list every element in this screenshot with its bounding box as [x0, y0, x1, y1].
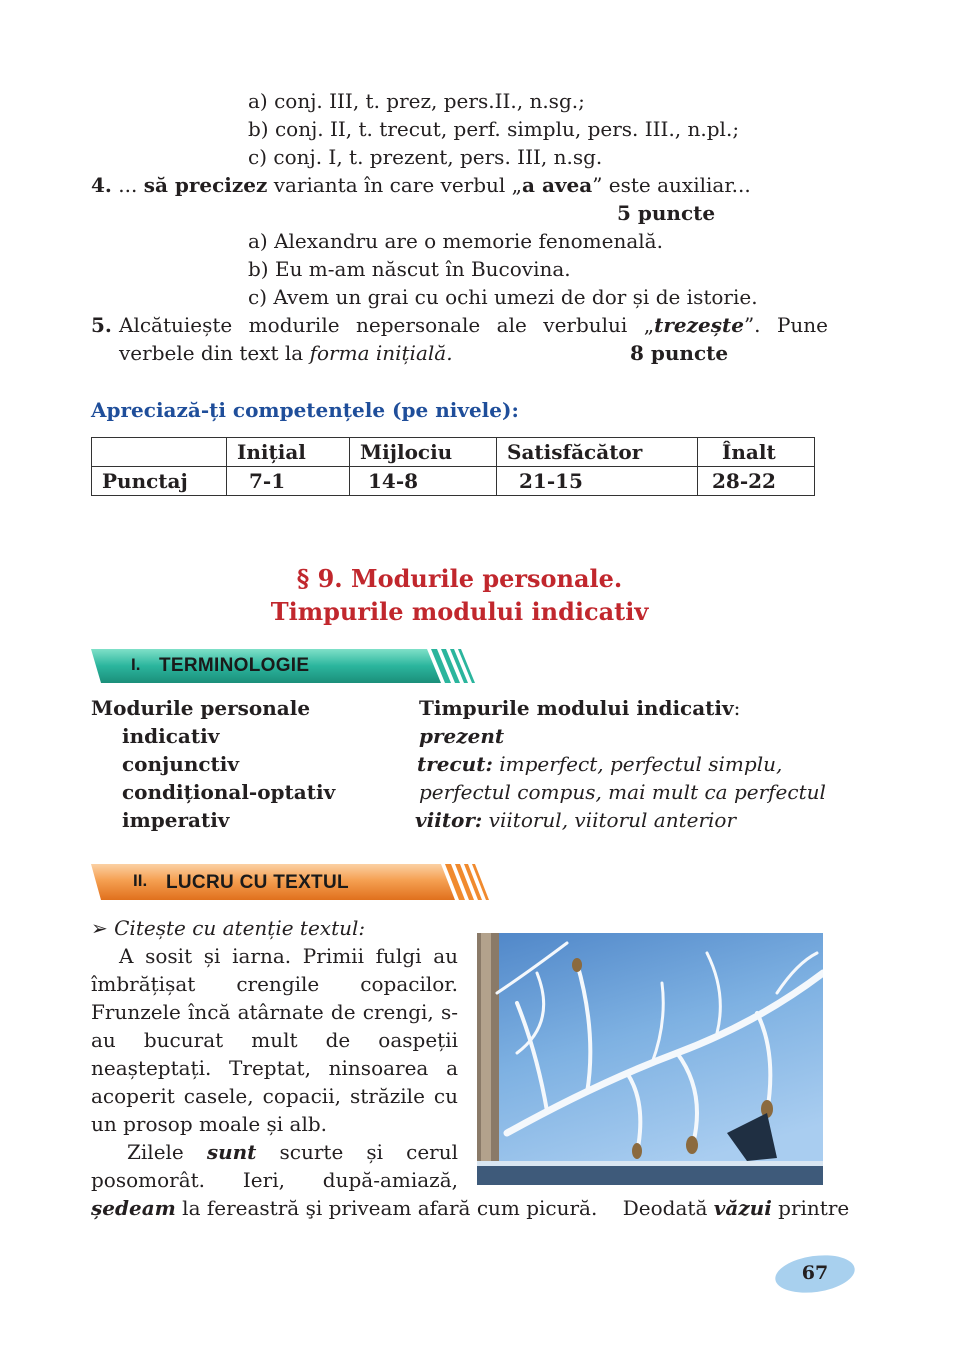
- q3-option-c: c) conj. I, t. prezent, pers. III, n.sg.: [248, 145, 603, 169]
- q5-line1: Alcătuiește modurile nepersonale ale verbului „trezește”. Pune: [119, 313, 829, 337]
- tenses-heading: Timpurile modului indicativ:: [419, 696, 741, 720]
- q3-option-b: b) conj. II, t. trecut, perf. simplu, pers. III., n.pl.;: [248, 117, 740, 141]
- banner-number: I.: [131, 655, 141, 674]
- text-line: au bucurat mult de oaspeții: [91, 1028, 458, 1052]
- tense-future: viitor: viitorul, viitorul anterior: [415, 808, 737, 832]
- q4-option-b: b) Eu m-am născut în Bucovina.: [248, 257, 571, 281]
- section-title-line1: § 9. Modurile personale.: [296, 564, 623, 593]
- page-number: 67: [801, 1262, 829, 1284]
- text-line: ședeam la fereastră şi priveam afară cum picură. Deodată văzui printre: [91, 1196, 850, 1220]
- text-line: neașteptați. Treptat, ninsoarea a: [91, 1056, 458, 1080]
- tense-past-cont: perfectul compus, mai mult ca perfectul: [419, 780, 826, 804]
- text-line: Zilele sunt scurte și cerul: [127, 1140, 458, 1164]
- table-header-cell: Inițial: [227, 438, 350, 467]
- text-line: Frunzele încă atârnate de crengi, s-: [91, 1000, 458, 1024]
- reading-instruction: ➢ Citește cu atenție textul:: [91, 916, 366, 940]
- banner-number: II.: [133, 871, 148, 890]
- assessment-heading: Apreciază-ți competențele (pe nivele):: [91, 398, 519, 422]
- table-row: [92, 467, 815, 496]
- reading-banner: [91, 862, 496, 900]
- q5-points: 8 puncte: [630, 341, 729, 365]
- table-header-cell: Satisfăcător: [497, 438, 698, 467]
- table-cell: 14-8: [350, 467, 497, 496]
- tense-present: prezent: [419, 724, 505, 748]
- q4-option-c: c) Avem un grai cu ochi umezi de dor și de istorie.: [248, 285, 758, 309]
- table-header-row: [92, 438, 815, 467]
- q5-line2: verbele din text la forma inițială.: [119, 341, 453, 365]
- text-line: acoperit casele, copacii, străzile cu: [91, 1084, 458, 1108]
- text-line: un prosop moale și alb.: [91, 1112, 328, 1136]
- table-cell: 28-22: [698, 467, 815, 496]
- page-number-badge: [773, 1253, 857, 1295]
- mode-item: imperativ: [122, 808, 230, 832]
- terminology-banner: [91, 647, 481, 685]
- tense-past: trecut: imperfect, perfectul simplu,: [417, 752, 783, 776]
- q4-option-a: a) Alexandru are o memorie fenomenală.: [248, 229, 663, 253]
- table-cell: 7-1: [227, 467, 350, 496]
- modes-heading: Modurile personale: [91, 696, 311, 720]
- section-title-line2: Timpurile modului indicativ: [270, 597, 649, 626]
- q3-option-a: a) conj. III, t. prez, pers.II., n.sg.;: [248, 89, 585, 113]
- banner-label: LUCRU CU TEXTUL: [166, 872, 349, 893]
- q4-points: 5 puncte: [617, 201, 716, 225]
- table-header-cell: Mijlociu: [350, 438, 497, 467]
- banner-label: TERMINOLOGIE: [159, 655, 310, 676]
- reading-paragraph-2: [91, 1138, 458, 1194]
- question-4: 4. ... să precizez varianta în care verbul „a avea” este auxiliar...: [91, 173, 751, 197]
- table-row-label: Punctaj: [92, 467, 227, 496]
- reading-paragraph-1: [91, 942, 458, 1138]
- arrow-bullet-icon: ➢: [91, 916, 108, 940]
- mode-item: condițional-optativ: [122, 780, 336, 804]
- frost-branch-image: [477, 933, 823, 1185]
- table-cell: 21-15: [497, 467, 698, 496]
- text-line: îmbrățișat crengile copacilor.: [91, 972, 458, 996]
- table-header-cell: [92, 438, 227, 467]
- text-line: posomorât. Ieri, după-amiază,: [91, 1168, 458, 1192]
- mode-item: conjunctiv: [122, 752, 240, 776]
- q5-number: 5.: [91, 313, 112, 337]
- mode-item: indicativ: [122, 724, 220, 748]
- assessment-table: [91, 437, 815, 496]
- winter-branch-photo: [477, 933, 823, 1185]
- table-header-cell: Înalt: [698, 438, 815, 467]
- text-line: A sosit și iarna. Primii fulgi au: [119, 944, 458, 968]
